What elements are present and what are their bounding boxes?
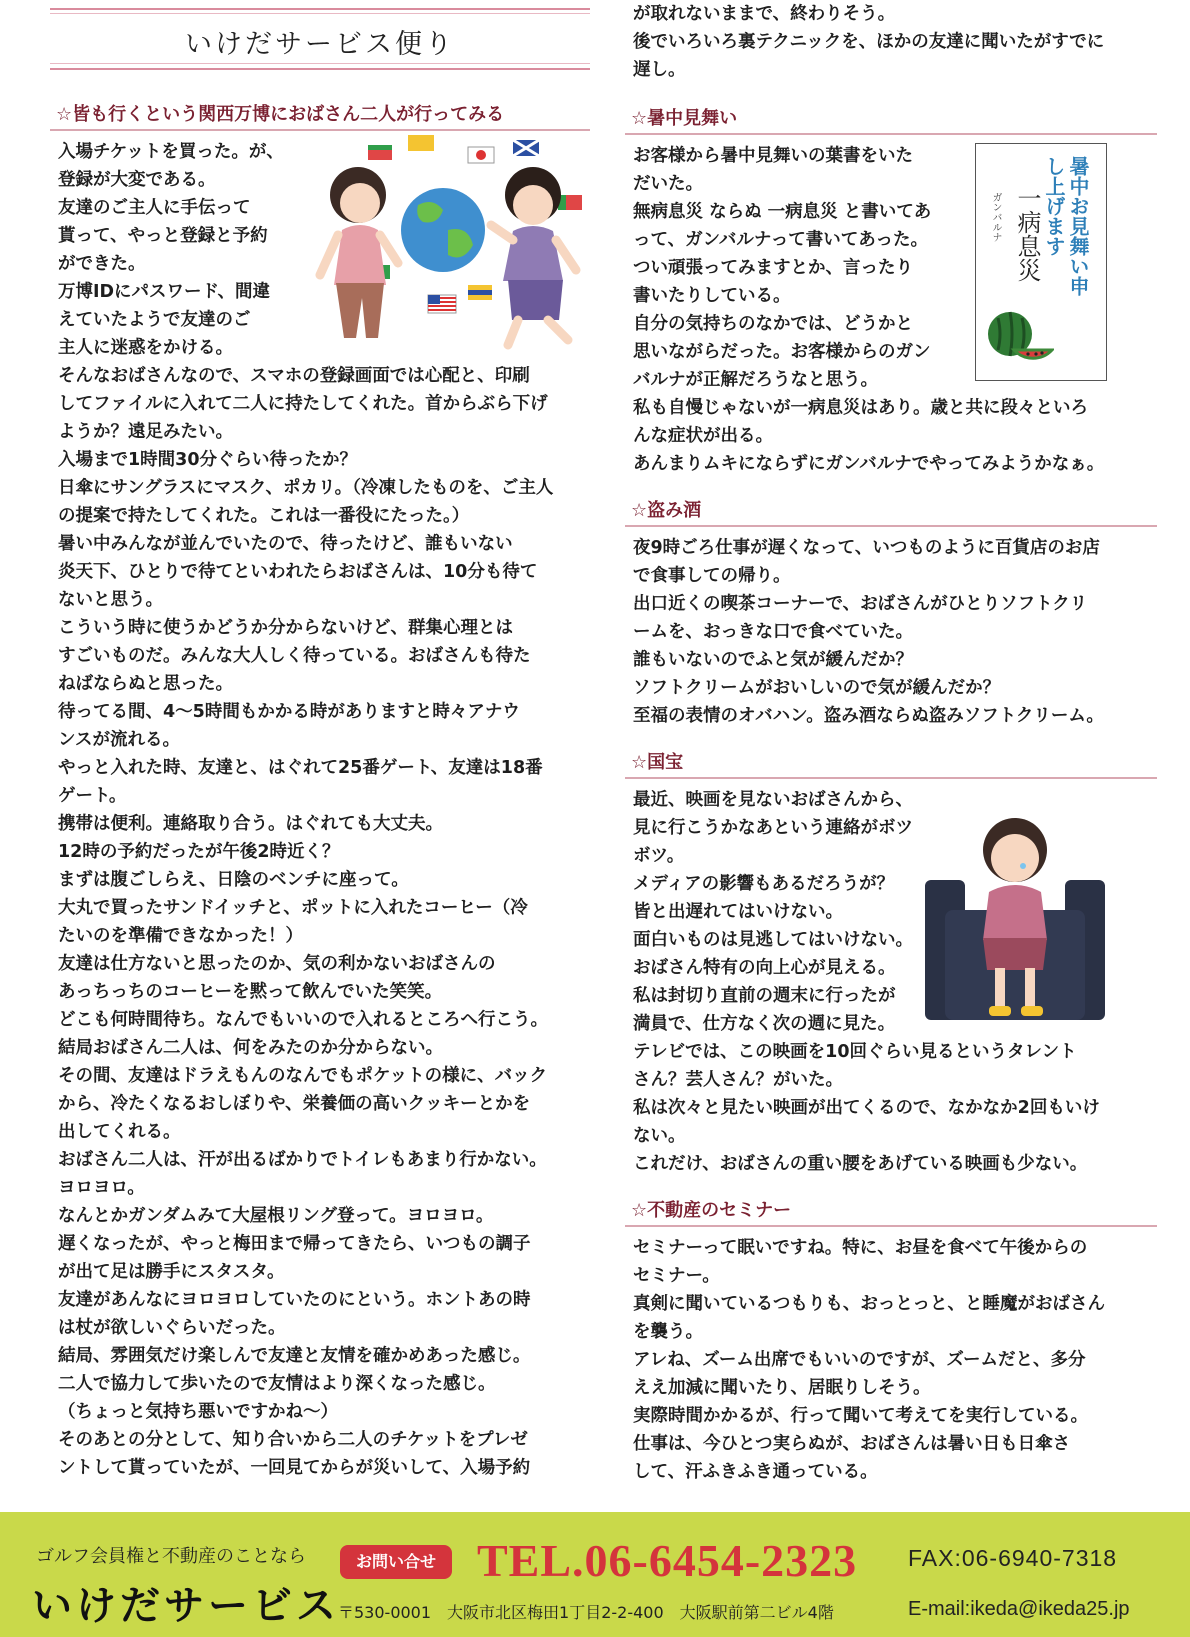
text-line: おばさん二人は、汗が出るばかりでトイレもあまり行かない。 <box>58 1150 547 1170</box>
text-line: セミナーって眠いですね。特に、お昼を食べて午後からの <box>633 1238 1088 1258</box>
summer-greeting-card <box>975 143 1107 381</box>
text-line: そんなおばさんなので、スマホの登録画面では心配と、印刷 <box>58 366 530 386</box>
masthead-title: いけだサービス便り <box>185 29 455 60</box>
text-line: 私も自慢じゃないが一病息災はあり。歳と共に段々といろ <box>633 398 1088 418</box>
text-line: 真剣に聞いているつもりも、おっとっと、と睡魔がおばさん <box>633 1294 1105 1314</box>
text-line: バルナが正解だろうなと思う。 <box>633 370 878 390</box>
text-line: つい頑張ってみますとか、言ったり <box>633 258 913 278</box>
text-line: 大丸で買ったサンドイッチと、ポットに入れたコーヒー（冷 <box>58 898 528 918</box>
text-line: 私は封切り直前の週末に行ったが <box>633 986 896 1006</box>
text-line: 後でいろいろ裏テクニックを、ほかの友達に聞いたがすでに <box>633 32 1105 52</box>
text-line: ええ加減に聞いたり、居眠りしそう。 <box>633 1378 931 1398</box>
text-line: 入場まで1時間30分ぐらい待ったか？ <box>58 450 358 470</box>
text-line: 日傘にサングラスにマスク、ポカリ。（冷凍したものを、ご主人 <box>58 478 554 498</box>
text-line: 夜9時ごろ仕事が遅くなって、いつものように百貨店のお店 <box>633 538 1100 558</box>
text-line: から、冷たくなるおしぼりや、栄養価の高いクッキーとかを <box>58 1094 531 1114</box>
text-line: を襲う。 <box>633 1322 703 1342</box>
text-line: が出て足は勝手にスタスタ。 <box>58 1262 285 1282</box>
footer-tagline: ゴルフ会員権と不動産のことなら <box>36 1546 306 1567</box>
card-phrase: 一病息災 <box>1013 186 1041 282</box>
text-line: 友達は仕方ないと思ったのか、気の利かないおばさんの <box>58 954 496 974</box>
text-line: して、汗ふきふき通っている。 <box>633 1462 878 1482</box>
text-line: 暑い中みんなが並んでいたので、待ったけど、誰もいない <box>58 534 513 554</box>
text-line: ソフトクリームがおいしいので気が緩んだか？ <box>633 678 1001 698</box>
text-line: ができた。 <box>58 254 146 274</box>
company-name: いけだサービス <box>32 1582 340 1629</box>
text-line: 出口近くの喫茶コーナーで、おばさんがひとりソフトクリ <box>633 594 1088 614</box>
text-line: 12時の予約だったが午後2時近く？ <box>58 842 340 862</box>
section-heading: ☆暑中見舞い <box>625 104 1157 135</box>
text-line: 遅くなったが、やっと梅田まで帰ってきたら、いつもの調子 <box>58 1234 531 1254</box>
section-heading: ☆国宝 <box>625 748 1157 779</box>
text-line: 入場チケットを買った。が、 <box>58 142 284 162</box>
text-line: ない。 <box>633 1126 686 1146</box>
text-line: ないと思う。 <box>58 590 163 610</box>
text-line: 友達があんなにヨロヨロしていたのにという。ホントあの時 <box>58 1290 531 1310</box>
card-greeting: 暑中お見舞い申し上げます <box>1042 156 1090 296</box>
text-line: ンスが流れる。 <box>58 730 180 750</box>
text-line: 出してくれる。 <box>58 1122 181 1142</box>
address: 〒530-0001 大阪市北区梅田1丁目2-2-400 大阪駅前第二ビル4階 <box>338 1603 834 1622</box>
text-line: 結局おばさん二人は、何をみたのか分からない。 <box>58 1038 443 1058</box>
phone-number[interactable]: TEL.06-6454-2323 <box>477 1535 858 1586</box>
text-line: 結局、雰囲気だけ楽しんで友達と友情を確かめあった感じ。 <box>58 1346 531 1366</box>
expo-illustration <box>308 135 608 350</box>
text-line: さん？芸人さん？がいた。 <box>633 1070 843 1090</box>
text-line: が取れないままで、終わりそう。 <box>633 4 896 24</box>
text-line: 二人で協力して歩いたので友情はより深くなった感じ。 <box>58 1374 496 1394</box>
section-seminar <box>625 1196 1157 1486</box>
text-line: 仕事は、今ひとつ実らぬが、おばさんは暑い日も日傘さ <box>633 1434 1071 1454</box>
fax-number: FAX:06-6940-7318 <box>908 1545 1118 1571</box>
text-line: 皆と出遅れてはいけない。 <box>633 902 843 922</box>
text-line: どこも何時間待ち。なんでもいいので入れるところへ行こう。 <box>58 1010 548 1030</box>
text-line: ントして貰っていたが、一回見てからが災いして、入場予約 <box>58 1458 531 1478</box>
text-line: ようか？遠足みたい。 <box>58 422 233 442</box>
text-line: まずは腹ごしらえ、日陰のベンチに座って。 <box>58 870 409 890</box>
text-line: だいた。 <box>633 174 703 194</box>
text-line: すごいものだ。みんな大人しく待っている。おばさんも待た <box>58 646 531 666</box>
text-line: テレビでは、この映画を10回ぐらい見るというタレント <box>633 1042 1077 1062</box>
section-body <box>625 1234 1157 1486</box>
text-line: やっと入れた時、友達と、はぐれて25番ゲート、友達は18番 <box>58 758 543 778</box>
text-line: 炎天下、ひとりで待てといわれたらおばさんは、10分も待て <box>58 562 538 582</box>
section-heading: ☆皆も行くという関西万博におばさん二人が行ってみる <box>50 100 590 131</box>
text-line: あっちっちのコーヒーを黙って飲んでいた笑笑。 <box>58 982 443 1002</box>
watermelon-icon <box>984 304 1054 364</box>
text-line: 携帯は便利。連絡取り合う。はぐれても大丈夫。 <box>58 814 443 834</box>
text-line: えていたようで友達のご <box>58 310 251 330</box>
text-line: 面白いものは見逃してはいけない。 <box>633 930 913 950</box>
text-line: って、ガンバルナって書いてあった。 <box>633 230 929 250</box>
text-line: 至福の表情のオバハン。盗み酒ならぬ盗みソフトクリーム。 <box>633 706 1104 726</box>
email-link[interactable]: E-mail:ikeda@ikeda25.jp <box>908 1598 1130 1620</box>
text-line: 自分の気持ちのなかでは、どうかと <box>633 314 913 334</box>
text-line: 待ってる間、4〜5時間もかかる時がありますと時々アナウ <box>58 702 520 722</box>
text-line: 私は次々と見たい映画が出てくるので、なかなか2回もいけ <box>633 1098 1100 1118</box>
contact-button[interactable]: お問い合せ <box>340 1545 452 1579</box>
text-line: 遅し。 <box>633 60 686 80</box>
text-line: アレね、ズーム出席でもいいのですが、ズームだと、多分 <box>633 1350 1086 1370</box>
text-line: たいのを準備できなかった！） <box>58 926 303 946</box>
text-line: こういう時に使うかどうか分からないけど、群集心理とは <box>58 618 513 638</box>
text-line: 書いたりしている。 <box>633 286 791 306</box>
text-line: おばさん特有の向上心が見える。 <box>633 958 896 978</box>
text-line: 貰って、やっと登録と予約 <box>58 226 268 246</box>
text-line: これだけ、おばさんの重い腰をあげている映画も少ない。 <box>633 1154 1088 1174</box>
right-column <box>625 0 1157 1504</box>
section-heading: ☆盗み酒 <box>625 496 1157 527</box>
text-line: 友達のご主人に手伝って <box>58 198 251 218</box>
text-line: （ちょっと気持ち悪いですかね〜） <box>58 1402 338 1422</box>
text-line: メディアの影響もあるだろうが？ <box>633 874 895 894</box>
text-line: 思いながらだった。お客様からのガン <box>633 342 931 362</box>
text-line: 実際時間かかるが、行って聞いて考えてを実行している。 <box>633 1406 1088 1426</box>
theater-illustration <box>925 810 1105 1030</box>
left-column <box>50 0 590 1500</box>
text-line: で食事しての帰り。 <box>633 566 791 586</box>
text-line: ねばならぬと思った。 <box>58 674 233 694</box>
text-line: ゲート。 <box>58 786 127 806</box>
text-line: ボツ。 <box>633 846 685 866</box>
text-line: の提案で持たしてくれた。これは一番役にたった。） <box>58 506 470 526</box>
text-line: んな症状が出る。 <box>633 426 773 446</box>
text-line: 最近、映画を見ないおばさんから、 <box>633 790 913 810</box>
card-note: ガンバルナ <box>990 192 1001 242</box>
text-line: あんまりムキにならずにガンバルナでやってみようかなぁ。 <box>633 454 1105 474</box>
text-line: 見に行こうかなあという連絡がボツ <box>633 818 913 838</box>
text-line: その間、友達はドラえもんのなんでもポケットの様に、バック <box>58 1066 548 1086</box>
masthead <box>50 4 590 80</box>
footer <box>0 1512 1190 1637</box>
text-line: ヨロヨロ。 <box>58 1178 145 1198</box>
expo-continued <box>625 0 1157 84</box>
text-line: ームを、おっきな口で食べていた。 <box>633 622 913 642</box>
section-body <box>625 534 1157 730</box>
text-line: 万博IDにパスワード、間違 <box>58 282 270 302</box>
text-line: お客様から暑中見舞いの葉書をいた <box>633 146 913 166</box>
text-line: 主人に迷惑をかける。 <box>58 338 233 358</box>
text-line: は杖が欲しいぐらいだった。 <box>58 1318 286 1338</box>
text-line: そのあとの分として、知り合いから二人のチケットをプレゼ <box>58 1430 528 1450</box>
text-line: なんとかガンダムみて大屋根リング登って。ヨロヨロ。 <box>58 1206 494 1226</box>
text-line: 登録が大変である。 <box>58 170 216 190</box>
text-line: 誰もいないのでふと気が緩んだか？ <box>633 650 913 670</box>
text-line: 満員で、仕方なく次の週に見た。 <box>633 1014 896 1034</box>
text-line: 無病息災 ならぬ 一病息災 と書いてあ <box>633 202 932 222</box>
text-line: セミナー。 <box>633 1266 720 1286</box>
section-heading: ☆不動産のセミナー <box>625 1196 1157 1227</box>
text-line: してファイルに入れて二人に持たしてくれた。首からぶら下げ <box>58 394 548 414</box>
section-sake <box>625 496 1157 730</box>
